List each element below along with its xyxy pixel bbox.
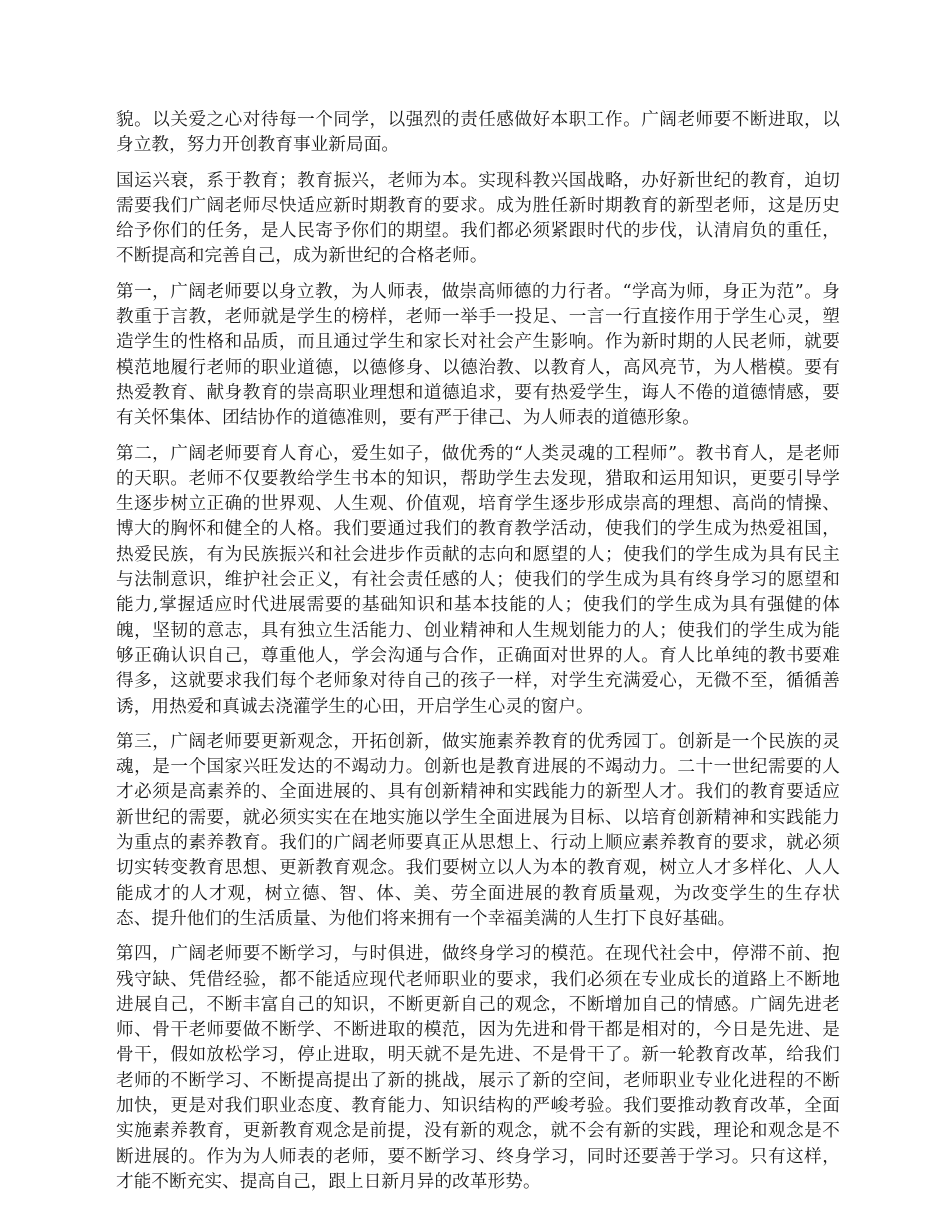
paragraph-third-point: 第三，广阔老师要更新观念，开拓创新，做实施素养教育的优秀园丁。创新是一个民族的灵魂，是一个国家兴旺发达的不竭动力。创新也是教育进展的不竭动力。二十一世纪需要的人才必须是高素养的、全面进展的、具有创新精神和实践能力的新型人才。我们的教育要适应新世纪的需要，就必须实实在在地实施以学生全面进展为目标、以培育创新精神和实践能力为重点的素养教育。我们的广阔老师要真正从思想上、行动上顺应素养教育的要求，就必须切实转变教育思想、更新教育观念。我们要树立以人为本的教育观，树立人才多样化、人人能成才的人才观，树立德、智、体、美、劳全面进展的教育质量观，为改变学生的生存状态、提升他们的生活质量、为他们将来拥有一个幸福美满的人生打下良好基础。 [116,731,840,929]
paragraph-fourth-point: 第四，广阔老师要不断学习，与时俱进，做终身学习的模范。在现代社会中，停滞不前、抱残守缺、凭借经验，都不能适应现代老师职业的要求，我们必须在专业成长的道路上不断地进展自己，不断丰富自己的知识，不断更新自己的观念，不断增加自己的情感。广阔先进老师、骨干老师要做不断学、不断进取的模范，因为先进和骨干都是相对的，今日是先进、是骨干，假如放松学习，停止进取，明天就不是先进、不是骨干了。新一轮教育改革，给我们老师的不断学习、不断提高提出了新的挑战，展示了新的空间，老师职业专业化进程的不断加快，更是对我们职业态度、教育能力、知识结构的严峻考验。我们要推动教育改革，全面实施素养教育，更新教育观念是前提，没有新的观念，就不会有新的实践，理论和观念是不断进展的。作为为人师表的老师，要不断学习、终身学习，同时还要善于学习。只有这样，才能不断充实、提高自己，跟上日新月异的改革形势。 [116,944,840,1192]
paragraph-first-point: 第一，广阔老师要以身立教，为人师表，做崇高师德的力行者。“学高为师，身正为范”。身教重于言教，老师就是学生的榜样，老师一举手一投足、一言一行直接作用于学生心灵，塑造学生的性格和品质，而且通过学生和家长对社会产生影响。作为新时期的人民老师，就要模范地履行老师的职业道德，以德修身、以德治教、以教育人，高风亮节，为人楷模。要有热爱教育、献身教育的崇高职业理想和道德追求，要有热爱学生，诲人不倦的道德情感，要有关怀集体、团结协作的道德准则，要有严于律己、为人师表的道德形象。 [116,281,840,429]
document-body [116,108,840,1205]
paragraph-continuation: 貌。以关爱之心对待每一个同学，以强烈的责任感做好本职工作。广阔老师要不断进取，以身立教，努力开创教育事业新局面。 [116,110,840,156]
paragraph-intro: 国运兴衰，系于教育；教育振兴，老师为本。实现科教兴国战略，办好新世纪的教育，迫切需要我们广阔老师尽快适应新时期教育的要求。成为胜任新时期教育的新型老师，这是历史给予你们的任务，是人民寄予你们的期望。我们都必须紧跟时代的步伐，认清肩负的重任，不断提高和完善自己，成为新世纪的合格老师。 [116,170,840,267]
paragraph-second-point: 第二，广阔老师要育人育心，爱生如子，做优秀的“人类灵魂的工程师”。教书育人，是老师的天职。老师不仅要教给学生书本的知识，帮助学生去发现，猎取和运用知识，更要引导学生逐步树立正确的世界观、人生观、价值观，培育学生逐步形成崇高的理想、高尚的情操、博大的胸怀和健全的人格。我们要通过我们的教育教学活动，使我们的学生成为热爱祖国，热爱民族，有为民族振兴和社会进步作贡献的志向和愿望的人；使我们的学生成为具有民主与法制意识，维护社会正义，有社会责任感的人；使我们的学生成为具有终身学习的愿望和能力,掌握适应时代进展需要的基础知识和基本技能的人；使我们的学生成为具有强健的体魄，坚韧的意志，具有独立生活能力、创业精神和人生规划能力的人；使我们的学生成为能够正确认识自己，尊重他人，学会沟通与合作，正确面对世界的人。育人比单纯的教书要难得多，这就要求我们每个老师象对待自己的孩子一样，对学生充满爱心，无微不至，循循善诱，用热爱和真诚去浇灌学生的心田，开启学生心灵的窗户。 [116,443,840,717]
